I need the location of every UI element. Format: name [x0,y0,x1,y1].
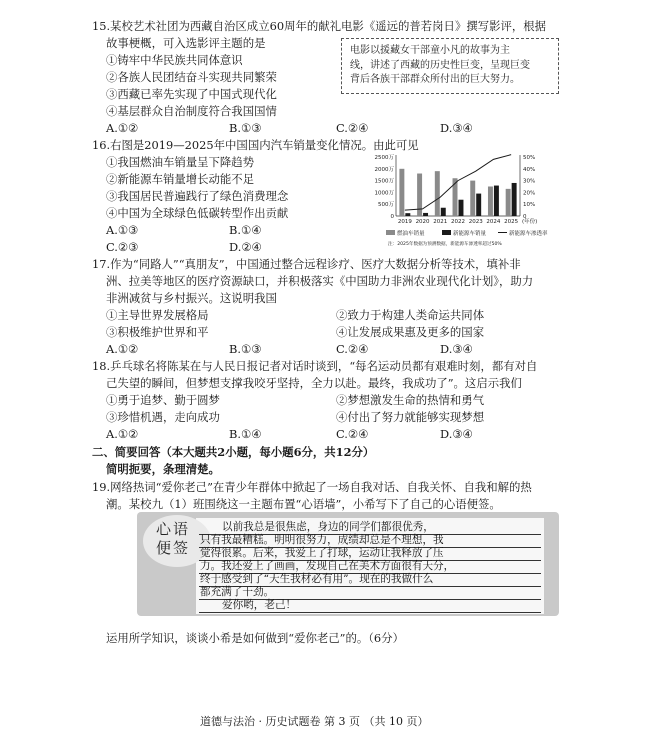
q17-option-1: ①主导世界发展格局 [106,308,209,322]
q17-stem-line1: 17.作为“同路人”“真朋友”，中国通过整合远程诊疗、医疗大数据分析等技术，填补非 [92,257,521,271]
q16-option-1: ①我国燃油车销量呈下降趋势 [106,155,255,169]
y-right-tick-label: 40% [523,166,536,173]
q16-stem: 16.右图是2019—2025年中国国内汽车销量变化情况。由此可见 [92,138,419,152]
x-tick-label: 2023 [468,219,483,225]
q15-option-1: ①铸牢中华民族共同体意识 [106,53,243,67]
legend-label: 新能源车销量 [453,231,487,237]
q19-stem-line1: 19.网络热词“爱你老己”在青少年群体中掀起了一场自我对话、自我关怀、自我和解的热 [92,480,532,494]
chart-footnote: 注：2025年数据为预测数据，新能源车渗透率超过50% [388,242,502,247]
q17-answer-d: D.③④ [440,342,473,356]
q15-option-3: ③西藏已率先实现了中国式现代化 [106,87,277,101]
q18-stem-line2: 己失望的瞬间，但梦想支撑我咬牙坚持，全力以赴。最终，我成功了”。这启示我们 [106,376,522,390]
x-tick-label: 2024 [486,219,501,225]
q16-option-2: ②新能源车销量增长动能不足 [106,172,255,186]
memo-text-line: 力。我还爱上了画画，发现自己在美术方面很有天分， [200,560,455,572]
y-left-tick-label: 500万 [378,202,394,209]
q17-answer-c: C.②④ [336,342,369,356]
q18-answer-a: A.①② [106,427,139,441]
x-tick-label: 2025 [504,219,519,225]
bar-nev [476,194,481,216]
q17-option-2: ②致力于构建人类命运共同体 [336,308,485,322]
q15-option-2: ②各族人民团结奋斗实现共同繁荣 [106,70,277,84]
y-left-tick-label: 1500万 [374,178,394,185]
legend-label: 新能源车渗透率 [509,231,548,237]
q15-answer-c: C.②④ [336,121,369,135]
q18-option-4: ④付出了努力就能够实现梦想 [336,410,485,424]
q16-answer-c: C.②③ [106,240,139,254]
q17-option-3: ③积极维护世界和平 [106,325,209,339]
y-right-tick-label: 0 [523,214,527,220]
q18-answer-c: C.②④ [336,427,369,441]
bar-nev [423,213,428,216]
car-sales-chart [362,150,557,250]
q16-option-3: ③我国居民普遍践行了绿色消费理念 [106,189,289,203]
legend-label: 燃油车销量 [397,231,425,237]
y-right-tick-label: 20% [523,190,536,197]
q15-note-box [341,38,559,94]
memo-text-line: 终于感受到了“天生我材必有用”。现在的我做什么 [200,573,434,585]
q17-answer-b: B.①③ [229,342,262,356]
y-right-tick-label: 30% [523,178,536,185]
memo-rule [199,612,541,613]
q16-option-4: ④中国为全球绿色低碳转型作出贡献 [106,206,289,220]
q18-option-1: ①勇于追梦、勤于圆梦 [106,393,220,407]
q15-stem-line1: 15.某校艺术社团为西藏自治区成立60周年的献礼电影《遥远的普若岗日》撰写影评，根据 [92,19,547,33]
bar-fuel-car [488,187,493,217]
bar-nev [494,186,499,216]
memo-text-line: 以前我总是很焦虑，身边的同学们都很优秀， [222,521,434,533]
q15-option-4: ④基层群众自治制度符合我国国情 [106,104,277,118]
memo-text-line: 觉得很累。后来，我爱上了打球，运动让我释放了压 [200,547,444,559]
q15-answer-d: D.③④ [440,121,473,135]
bar-nev [512,183,517,216]
q19-question: 运用所学知识，谈谈小希是如何做到“爱你老己”的。（6分） [106,631,404,645]
q16-answer-d: D.②④ [229,240,262,254]
q17-option-4: ④让发展成果惠及更多的国家 [336,325,485,339]
q15-note-line: 背后各族干部群众所付出的巨大努力。 [350,74,520,85]
legend-swatch [386,230,395,235]
q18-answer-d: D.③④ [440,427,473,441]
bar-fuel-car [399,169,404,216]
y-left-tick-label: 1000万 [374,190,394,197]
memo-title-line2: 便签 [156,539,191,557]
q16-answer-a: A.①③ [106,223,139,237]
q15-note-line: 电影以援藏女干部童小凡的故事为主 [350,45,510,56]
x-tick-label: 2019 [397,219,412,225]
y-right-tick-label: 10% [523,202,536,209]
memo-text-line: 都充满了干劲。 [200,586,275,598]
bar-nev [441,208,446,216]
x-tick-label: 2022 [451,219,465,225]
q17-answer-a: A.①② [106,342,139,356]
page-footer: 道德与法治 · 历史试题卷 第 3 页 （共 10 页） [200,715,429,728]
q18-stem-line1: 18.乒乓球名将陈某在与人民日报记者对话时谈到，“每名运动员都有艰难时刻，都有对自 [92,359,538,373]
section-2-instruction: 简明扼要，条理清楚。 [106,462,220,476]
memo-title-line1: 心语 [156,520,191,538]
q17-stem-line3: 非洲减贫与乡村振兴。这说明我国 [106,291,277,305]
bar-nev [405,213,410,216]
y-right-tick-label: 50% [523,155,536,161]
memo-text-line: 只有我最糟糕。明明很努力，成绩却总是不理想，我 [200,534,444,546]
section-2-title: 二、简要回答（本大题共2小题，每小题6分，共12分） [92,445,375,459]
y-left-tick-label: 2000万 [374,166,394,173]
q19-stem-line2: 潮。某校九（1）班围绕这一主题布置“心语墙”，小希写下了自己的心语便签。 [106,497,501,511]
x-tick-label: 2020 [415,219,430,225]
legend-swatch [442,230,451,235]
bar-fuel-car [506,189,511,216]
bar-fuel-car [470,181,475,216]
q18-answer-b: B.①④ [229,427,262,441]
bar-fuel-car [435,171,440,216]
memo-signoff: 爱你哟，老己！ [222,599,297,611]
q18-option-2: ②梦想激发生命的热情和勇气 [336,393,485,407]
y-left-tick-label: 2500万 [374,155,394,161]
q16-answer-b: B.①④ [229,223,262,237]
x-tick-label: 2021 [433,219,448,225]
x-axis-unit: (年份) [522,219,538,225]
q15-answer-b: B.①③ [229,121,262,135]
q15-stem-line2: 故事梗概，可入选影评主题的是 [106,36,266,50]
y-left-tick-label: 0 [390,214,394,220]
bar-nev [459,200,464,216]
q15-note-line: 线，讲述了西藏的历史性巨变，呈现巨变 [350,59,530,71]
q17-stem-line2: 洲、拉美等地区的医疗资源缺口，并积极落实《中国助力非洲农业现代化计划》，助力 [106,274,534,288]
q15-answer-a: A.①② [106,121,139,135]
q18-option-3: ③珍惜机遇，走向成功 [106,410,220,424]
